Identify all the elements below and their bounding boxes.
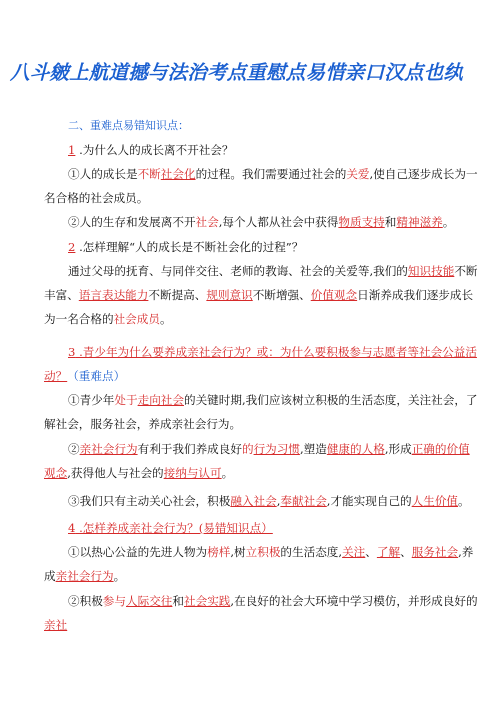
text-run: 养成我们逐步成长为一名合格的 [44, 287, 474, 326]
highlight-text: 关爱 [346, 167, 370, 181]
key-term: 接纳与认可 [163, 465, 222, 480]
text-run: ,在良好的社会大环境中学习模仿，并形成良好的 [230, 594, 478, 608]
key-term: 精神滋养 [396, 215, 443, 229]
highlight-text: 参与 [102, 594, 126, 608]
key-term: 亲社会行为 [55, 568, 114, 583]
question-number: 1 [68, 143, 76, 157]
key-term: 人生价值 [411, 494, 459, 508]
answer-1-point-1 [44, 163, 480, 211]
text-run: 和 [384, 215, 397, 229]
question-text: .怎样理解“人的成长是不断社会化的过程”？ [75, 240, 304, 254]
highlight-text: 社会 [195, 215, 219, 229]
text-run: 。 [159, 311, 172, 326]
key-term: 健康的人格 [326, 442, 385, 456]
answer-3-point-2 [44, 438, 480, 486]
highlight-text: 不断 [137, 167, 161, 181]
text-run: 有利于我们养成良好 [137, 442, 242, 456]
answer-1-point-2 [44, 211, 480, 235]
text-run: 。 [442, 215, 455, 229]
section-heading: 二、重难点易错知识点： [68, 119, 189, 132]
question-2 [44, 236, 480, 260]
key-term: 行为习惯 [253, 442, 300, 456]
text-run: , [276, 494, 281, 508]
key-term: 人际交往 [126, 594, 173, 608]
key-term: 社会实践 [184, 594, 231, 608]
key-term: 了解 [376, 545, 401, 559]
text-run: ,养成 [44, 545, 474, 583]
key-term: 语言表达能力 [78, 287, 149, 302]
page-title: 八斗皴上航道撼与法治考点重慰点易惜亲口汉点也纨 [10, 61, 464, 84]
answer-4-point-1 [44, 541, 480, 589]
answer-2 [44, 260, 480, 331]
text-run: 日渐 [357, 287, 381, 302]
key-term: 奉献社会 [280, 494, 327, 508]
question-text: .为什么人的成长离不开社会？ [75, 143, 234, 157]
text-run: 的关键时期,我们应该树立积极的生活态度，关注社会，了解社会，服务社会，养成亲社会行为。 [44, 393, 478, 431]
text-run: ,使自己逐步成长为一名合格的社会成员。 [44, 167, 478, 205]
text-run: 不断增强、 [252, 287, 311, 302]
highlight-text: 社会成员 [113, 311, 160, 326]
text-run: ,获得他人与社会的 [67, 465, 164, 480]
highlight-text: 立积极 [245, 545, 281, 559]
key-term: 亲社 [44, 617, 68, 632]
key-term: 正确的价值观念 [44, 442, 470, 480]
question-text: .怎样养成亲社会行为？(易错知识点） [75, 521, 273, 535]
key-term: 亲社会行为 [79, 442, 138, 456]
text-run: 的生活态度, [280, 545, 343, 559]
text-run: ② [68, 442, 80, 456]
answer-3-point-3 [44, 490, 480, 514]
highlight-text: 处于 [114, 393, 138, 407]
key-term: 融入社会 [230, 494, 277, 508]
text-run: 。 [221, 465, 234, 480]
text-run: ,树 [230, 545, 246, 559]
key-term: 服务社会 [411, 545, 459, 559]
text-run: ,塑造 [299, 442, 327, 456]
key-term: 规则意识 [206, 287, 253, 302]
key-term: 物质支持 [338, 215, 385, 229]
text-run: 的过程。我们需要通过社会的 [195, 167, 347, 181]
text-run: ②积极 [68, 594, 103, 608]
key-term: 知识技能 [407, 264, 455, 278]
question-text: .青少年为什么要养成亲社会行为？或：为什么要积极参与志愿者等社会公益活动？ [44, 345, 477, 383]
text-run: ,才能实现自己的 [326, 494, 412, 508]
text-run: 不断提高、 [148, 287, 207, 302]
text-run: 和 [172, 594, 184, 608]
text-run: ③我们只有主动关心社会，积极 [68, 494, 231, 508]
text-run: ,每个人都从社会中获得 [218, 215, 339, 229]
text-run: 通过父母的抚育、与同伴交往、老师的教诲、社会的关爱等,我们的 [68, 264, 408, 278]
text-run: ①人的成长是 [68, 167, 138, 181]
text-run: 、 [365, 545, 377, 559]
text-run: 。 [113, 568, 126, 583]
key-term: 社会化 [160, 167, 196, 181]
highlight-text: 榜样 [207, 545, 231, 559]
answer-3-point-1 [44, 389, 480, 437]
key-term: 关注 [342, 545, 366, 559]
text-run: 。 [458, 494, 470, 508]
question-1 [44, 139, 480, 163]
text-run: ②人的生存和发展离不开 [68, 215, 196, 229]
text-run: ①青少年 [68, 393, 115, 407]
difficulty-tag: （重难点） [67, 368, 126, 383]
answer-4-point-2 [44, 590, 480, 638]
highlight-text: 的 [241, 442, 254, 456]
question-4 [44, 517, 480, 541]
text-run: ,形成 [384, 442, 412, 456]
question-number: 3 [68, 345, 76, 359]
text-run: 、 [400, 545, 412, 559]
text-run: 不断丰富、 [44, 264, 478, 302]
question-3 [44, 341, 480, 389]
question-number: 2 [68, 240, 76, 254]
text-run: ①以热心公益的先进人物为 [68, 545, 208, 559]
question-number: 4 [68, 521, 76, 535]
key-term: 价值观念 [310, 287, 358, 302]
key-term: 走向社会 [137, 393, 184, 407]
